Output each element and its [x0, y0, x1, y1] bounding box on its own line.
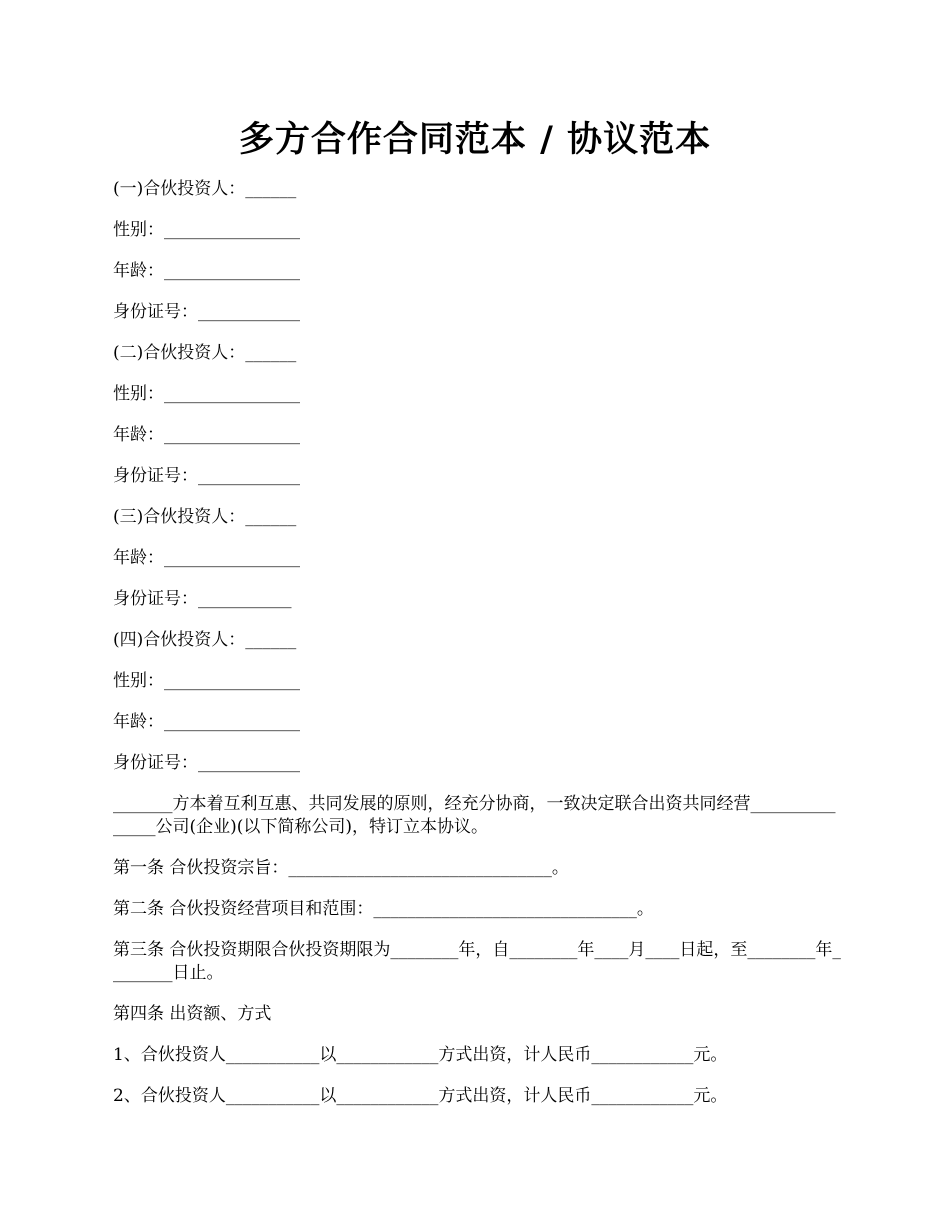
investor-4-name-field: (四)合伙投资人：______: [113, 630, 297, 650]
document-body: [113, 178, 843, 1126]
investor-2-gender-field: 性别：________________: [113, 384, 300, 404]
investor-3-age-field: 年龄：________________: [113, 548, 300, 568]
investor-1-id-field: 身份证号：____________: [113, 302, 300, 322]
article-4-item-1: 1、合伙投资人___________以____________方式出资，计人民币____________元。: [113, 1045, 728, 1065]
investor-4-id-field: 身份证号：____________: [113, 753, 300, 773]
investor-4-age-field: 年龄：________________: [113, 712, 300, 732]
investor-2-id-field: 身份证号：____________: [113, 466, 300, 486]
intro-paragraph: _______方本着互利互惠、共同发展的原则，经充分协商，一致决定联合出资共同经营_______________公司(企业)(以下简称公司)，特订立本协议。: [113, 794, 836, 837]
article-1: 第一条 合伙投资宗旨：_______________________________。: [113, 858, 569, 878]
article-4-heading: 第四条 出资额、方式: [113, 1004, 272, 1024]
article-2: 第二条 合伙投资经营项目和范围：_______________________________。: [113, 899, 654, 919]
investor-1-name-field: (一)合伙投资人：______: [113, 179, 297, 199]
investor-1-gender-field: 性别：________________: [113, 220, 300, 240]
investor-4-gender-field: 性别：________________: [113, 671, 300, 691]
investor-1-age-field: 年龄：________________: [113, 261, 300, 281]
document-title: 多方合作合同范本 / 协议范本: [238, 119, 712, 160]
investor-3-name-field: (三)合伙投资人：______: [113, 507, 297, 527]
article-3: 第三条 合伙投资期限合伙投资期限为________年，自________年____月____日起，至________年________日止。: [113, 940, 841, 983]
investor-3-id-field: 身份证号：___________: [113, 589, 292, 609]
investor-2-age-field: 年龄：________________: [113, 425, 300, 445]
article-4-item-2: 2、合伙投资人___________以____________方式出资，计人民币____________元。: [113, 1086, 728, 1106]
investor-2-name-field: (二)合伙投资人：______: [113, 343, 297, 363]
